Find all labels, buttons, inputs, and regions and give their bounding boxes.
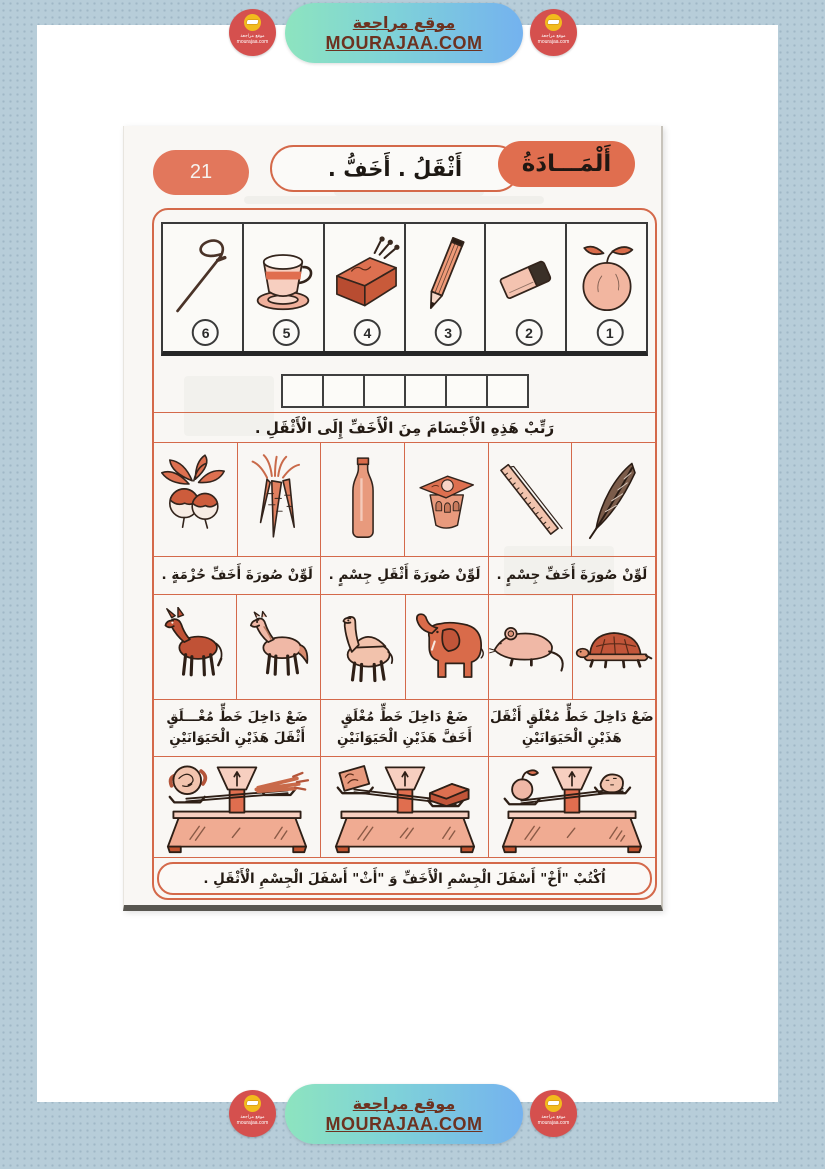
task-image-cell [405,443,489,556]
lesson-title-box: أَثْقَلُ . أَخَفُّ . [270,145,520,192]
activity-frame [152,208,657,900]
ruler-icon [495,450,565,550]
horse-icon [239,607,319,687]
site-logo-badge [229,9,276,56]
site-logo-badge [530,9,577,56]
objects-table [161,222,648,356]
table-cell-cup [244,224,325,351]
site-domain: MOURAJAA.COM [325,32,483,53]
cabbage-leeks-scale-icon [158,760,316,854]
answer-box [281,374,324,408]
book-logo-icon [244,1095,261,1112]
circle-task-captions-row [154,700,655,757]
item-number-badge: 4 [354,319,381,346]
badge-site-domain: mourajaa.com [537,39,570,45]
page-number-badge: 21 [153,150,249,195]
animal-cell [573,595,655,699]
table-cell-needle [163,224,244,351]
book-logo-icon [244,14,261,31]
turnips-icon [157,448,233,552]
task-image-cell [238,443,322,556]
book-logo-icon [545,14,562,31]
badge-site-domain: mourajaa.com [537,1120,570,1126]
task-image-cell [572,443,655,556]
caption-color-heaviest-object: لَوِّنْ صُورَةَ أَثْقَلِ جِسْمٍ . [321,557,488,594]
site-banner-link[interactable] [285,3,523,63]
write-instruction-bar: اُكْتُبْ "أَخْ" أَسْفَلَ الْجِسْمِ الْأَخَفِّ وَ "أَثْ" أَسْفَلَ الْجِسْمِ الْأَثْقَلِ . [157,862,652,895]
badge-site-name: موقع مراجعة [541,1115,566,1120]
elephant-icon [406,604,488,690]
scales-row [154,757,655,858]
caption-circle-lighter-animal: ضَعْ دَاخِلَ خَطٍّ مُغْلَقٍ أَخَفَّ هَذَيْنِ الْحَيَوَانَيْنِ [321,700,488,756]
site-domain: MOURAJAA.COM [325,1113,483,1134]
orange-icon [572,228,642,324]
caption-color-lightest-bunch: لَوِّنْ صُورَةَ أَخَفِّ حُزْمَةٍ . [154,557,321,594]
apple-sponge-scale-icon [493,760,651,854]
badge-site-domain: mourajaa.com [236,1120,269,1126]
task-image-cell [321,443,405,556]
answer-box [445,374,488,408]
turtle-icon [574,613,654,681]
answer-box [363,374,406,408]
matchbox-icon [327,228,401,324]
color-task-images-row [154,443,655,557]
header-banner [229,3,577,65]
badge-site-domain: mourajaa.com [236,39,269,45]
animals-row [154,595,655,700]
caption-circle-heavier-animal: ضَعْ دَاخِلَ خَطٍّ مُغْـــلَقٍ أَثْقَلَ هَذَيْنِ الْحَيَوَانَيْنِ [154,700,321,756]
badge-site-name: موقع مراجعة [240,34,265,39]
subject-title-box: أَلْمَـــادَةُ [498,141,635,187]
order-instruction: رَتِّبْ هَذِهِ الْأَجْسَامَ مِنَ الْأَخَفِّ إِلَى الْأَثْقَلِ . [154,412,655,443]
answer-box [486,374,529,408]
animal-cell [321,595,406,699]
site-logo-badge [530,1090,577,1137]
feather-icon [579,450,649,550]
book-logo-icon [545,1095,562,1112]
needle-icon [167,228,237,324]
site-name-arabic: موقع مراجعة [352,12,456,32]
task-image-cell [154,443,238,556]
answer-box [322,374,365,408]
scale-cell [321,757,488,857]
badge-site-name: موقع مراجعة [240,1115,265,1120]
site-name-arabic: موقع مراجعة [352,1093,456,1113]
pencil-icon [410,228,480,324]
worksheet-scan [123,126,663,911]
eraser-icon [491,228,561,324]
mouse-icon [489,610,571,684]
item-number-badge: 3 [435,319,462,346]
bottle-icon [332,448,394,552]
camel-icon [321,603,405,691]
item-number-badge: 5 [273,319,300,346]
scale-cell [489,757,655,857]
site-logo-badge [229,1090,276,1137]
animal-cell [406,595,489,699]
task-image-cell [489,443,573,556]
table-cell-pencil [406,224,487,351]
color-task-captions-row [154,557,655,595]
table-cell-eraser [486,224,567,351]
scale-cell [154,757,321,857]
carrots-icon [243,448,315,552]
animal-cell [489,595,572,699]
item-number-badge: 6 [192,319,219,346]
footer-banner [229,1084,577,1146]
answer-boxes-row [154,374,655,410]
packet-brick-scale-icon [326,760,484,854]
badge-site-name: موقع مراجعة [541,34,566,39]
item-number-badge: 2 [515,319,542,346]
yogurt-pot-icon [410,450,482,550]
caption-circle-heavier-animal: ضَعْ دَاخِلَ خَطٍّ مُغْلَقٍ أَثْقَلَ هَذَيْنِ الْحَيَوَانَيْنِ [489,709,654,746]
animal-cell [237,595,320,699]
caption-color-lightest-object: لَوِّنْ صُورَةَ أَخَفِّ جِسْمٍ . [496,567,648,584]
item-number-badge: 1 [596,319,623,346]
donkey-icon [155,607,235,687]
cup-icon [248,228,318,324]
answer-box [404,374,447,408]
table-cell-matchbox [325,224,406,351]
site-banner-link[interactable] [285,1084,523,1144]
animal-cell [154,595,237,699]
table-cell-orange [567,224,646,351]
